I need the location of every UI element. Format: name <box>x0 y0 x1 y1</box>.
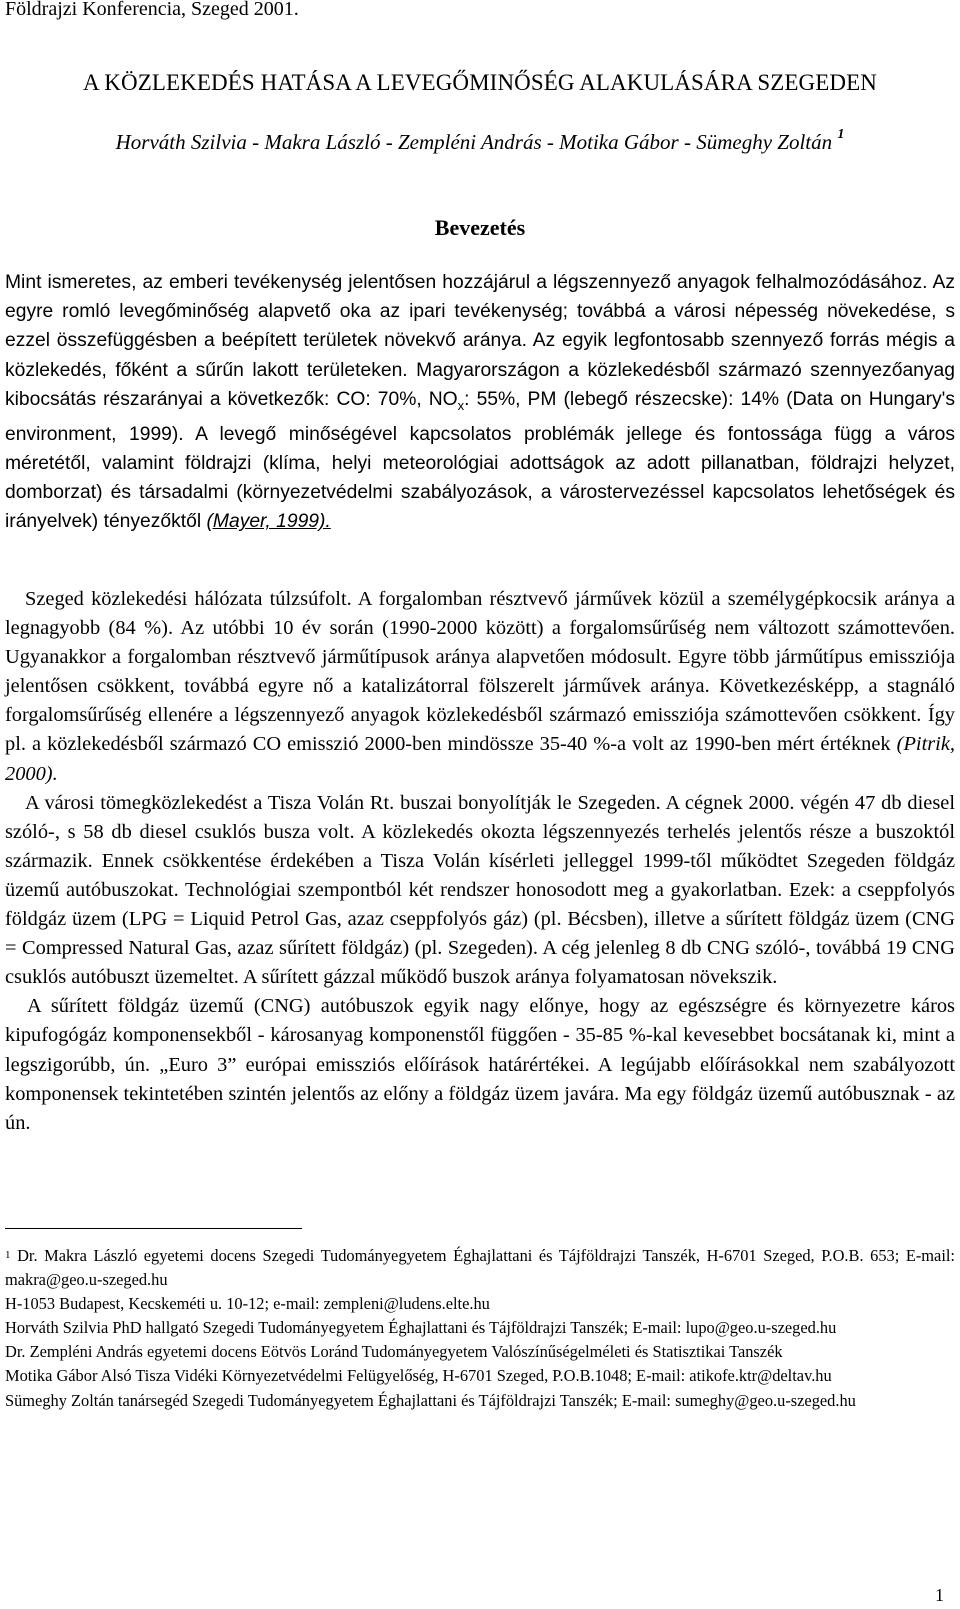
intro-text-part-1: Mint ismeretes, az emberi tevékenység jelentősen hozzájárul a légszennyező anyagok felhalmozódásához. Az egyre romló levegőminőség alapvető oka az ipari tevékenység; továbbá a városi népesség növekedése, s ezzel összefüggésben a beépített területek növekvő aránya. Az egyik legfontosabb szennyező forrás mégis a közlekedés, főként a sűrűn lakott területeken. Magyarországon a közlekedésből származó szennyezőanyag kibocsátás részarányai a következők: CO: 70%, NO <box>5 272 955 410</box>
body-text <box>5 585 955 1138</box>
footnote-makra: $^1$ Dr. Makra László egyetemi docens Szegedi Tudományegyetem Éghajlattani és Tájföldrajzi Tanszék, H-6701 Szeged, P.O.B. 653; E-mail: makra@geo.u-szeged.hu <box>5 1246 955 1290</box>
author-names: Horváth Szilvia - Makra László - Zempléni András - Motika Gábor - Sümeghy Zoltán <box>115 130 833 154</box>
nox-subscript: x <box>457 397 465 413</box>
citation-pitrik: (Pitrik, 2000). <box>5 733 955 785</box>
section-heading: Bevezetés <box>434 215 526 240</box>
paper-title: A KÖZLEKEDÉS HATÁSA A LEVEGŐMINŐSÉG ALAKULÁSÁRA SZEGEDEN <box>83 70 877 95</box>
conference-header: Földrajzi Konferencia, Szeged 2001. <box>5 0 299 20</box>
footnote-mark: 1 <box>5 1249 11 1261</box>
footnote-address: H-1053 Budapest, Kecskeméti u. 10-12; e-mail: zempleni@ludens.elte.hu <box>5 1294 490 1314</box>
author-line <box>0 127 960 155</box>
page-number: 1 <box>935 1585 944 1605</box>
footnote-zempleni: Dr. Zempléni András egyetemi docens Eötvös Loránd Tudományegyetem Valószínűségelméleti és Statisztikai Tanszék <box>5 1342 783 1362</box>
intro-text <box>5 268 955 537</box>
footnotes <box>5 1244 955 1413</box>
author-footnote-mark: 1 <box>837 127 845 142</box>
footnote-sumeghy: Sümeghy Zoltán tanársegéd Szegedi Tudományegyetem Éghajlattani és Tájföldrajzi Tanszék; E-mail: sumeghy@geo.u-szeged.hu <box>5 1390 856 1410</box>
footnote-separator <box>5 1228 302 1229</box>
intro-paragraph <box>5 268 955 537</box>
footnote-motika: Motika Gábor Alsó Tisza Vidéki Környezetvédelmi Felügyelőség, H-6701 Szeged, P.O.B.1048; E-mail: atikofe.ktr@deltav.hu <box>5 1366 832 1386</box>
body-paragraph-cng: A sűrített földgáz üzemű (CNG) autóbuszok egyik nagy előnye, hogy az egészségre és környezetre káros kipufogógáz komponensekből - károsanyag komponenstől függően - 35-85 %-kal kevesebbet bocsátanak ki, mint a legszigorúbb, ún. „Euro 3” európai emissziós előírások határértékei. A legújabb előírásokkal nem szabályozott komponensek tekintetében szintén jelentős az előny a földgáz üzem javára. Ma egy földgáz üzemű autóbusznak - az ún. <box>5 995 955 1134</box>
footnote-horvath: Horváth Szilvia PhD hallgató Szegedi Tudományegyetem Éghajlattani és Tájföldrajzi Tanszék; E-mail: lupo@geo.u-szeged.hu <box>5 1318 837 1338</box>
body-paragraph-public-transport: A városi tömegközlekedést a Tisza Volán Rt. buszai bonyolítják le Szegeden. A cégnek 2000. végén 47 db diesel szóló-, s 58 db diesel csuklós busza volt. A közlekedés okozta légszennyezés terhelés jelentős része a buszoktól származik. Ennek csökkentése érdekében a Tisza Volán kísérleti jelleggel 1999-től működtet Szegeden földgáz üzemű autóbuszokat. Technológiai szempontból két rendszer honosodott meg a gyakorlatban. Ezek: a cseppfolyós földgáz üzem (LPG = Liquid Petrol Gas, azaz cseppfolyós gáz) (pl. Bécsben), illetve a sűrített földgáz üzem (CNG = Compressed Natural Gas, azaz sűrített földgáz) (pl. Szegeden). A cég jelenleg 8 db CNG szóló-, továbbá 19 CNG csuklós autóbuszt üzemeltet. A sűrített gázzal működő buszok aránya folyamatosan növekszik. <box>5 791 955 989</box>
intro-text-part-2: : 55%, PM (lebegő részecske): 14% (Data on Hungary's environment, 1999). A levegő minőségével kapcsolatos problémák jellege és fontossága függ a város méretétől, valamint földrajzi (klíma, helyi meteorológiai adottságok az adott pillanatban, földrajzi helyzet, domborzat) és társadalmi (környezetvédelmi szabályozások, a várostervezéssel kapcsolatos lehetőségek és irányelvek) tényezőktől <box>5 388 955 533</box>
body-paragraph-traffic: Szeged közlekedési hálózata túlzsúfolt. A forgalomban résztvevő járművek közül a személygépkocsik aránya a legnagyobb (84 %). Az utóbbi 10 év során (1990-2000 között) a forgalomsűrűség nem változott számottevően. Ugyanakkor a forgalomban résztvevő járműtípusok aránya alapvetően módosult. Egyre több járműtípus emissziója jelentősen csökkent, továbbá egyre nő a katalizátorral fölszerelt járművek aránya. Következésképp, a stagnáló forgalomsűrűség ellenére a légszennyező anyagok közlekedésből származó emissziója számottevően csökkent. Így pl. a közlekedésből származó CO emisszió 2000-ben mindössze 35-40 %-a volt az 1990-ben mért értéknek (Pitrik, 2000). <box>5 588 955 785</box>
citation-mayer: (Mayer, 1999). <box>206 511 331 533</box>
